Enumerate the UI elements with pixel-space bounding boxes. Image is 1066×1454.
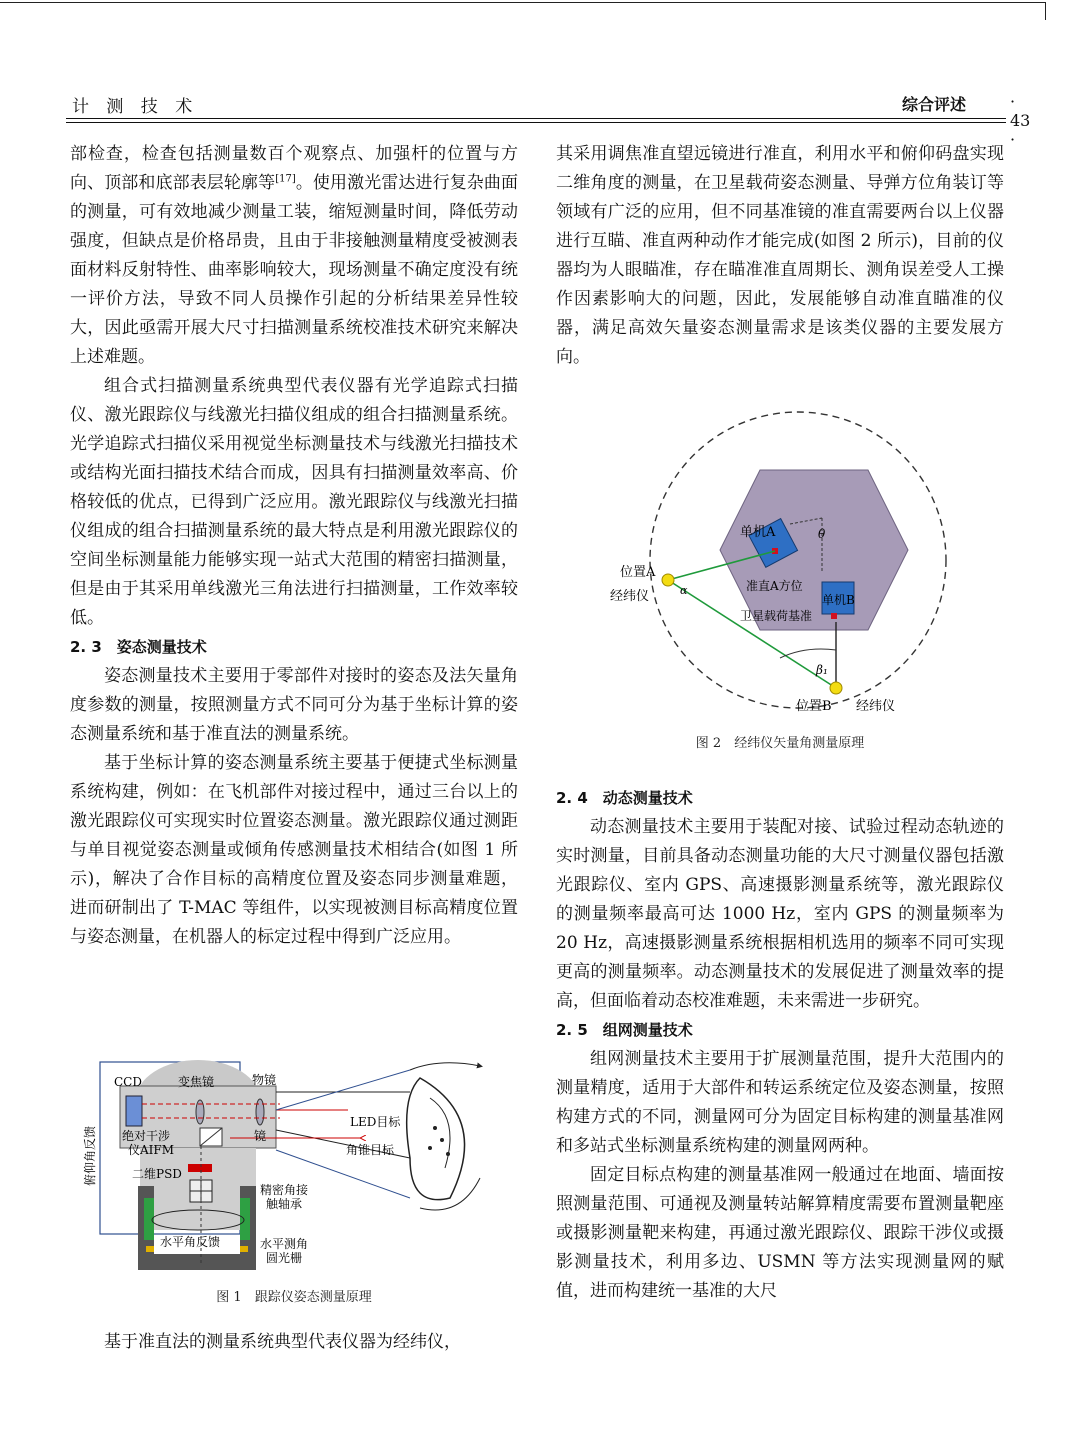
header-rule-thin <box>66 122 1006 123</box>
paragraph: 组网测量技术主要用于扩展测量范围，提升大范围内的测量精度，适用于大部件和转运系统定位及姿态测量，按照构建方式的不同，测量网可分为固定目标构建的测量基准网和多站式坐标测量系统构建的测量网两种。 <box>556 1049 1004 1156</box>
label-collim-a: 准直A方位 <box>746 579 803 593</box>
paragraph: 部检查，检查包括测量数百个观察点、加强杆的位置与方向、顶部和底部表层轮廓等[17]。使用激光雷达进行复杂曲面的测量，可有效地减少测量工装，缩短测量时间，降低劳动强度，但缺点是价格昂贵，且由于非接触测量精度受被测表面材料反射特性、曲率影响较大，现场测量不确定度没有统一评价方法，导致不同人员操作引起的分析结果差异性较大，因此亟需开展大尺寸扫描测量系统校准技术研究来解决上述难题。 <box>70 144 519 367</box>
paragraph: 组合式扫描测量系统典型代表仪器有光学追踪式扫描仪、激光跟踪仪与线激光扫描仪组成的组合扫描测量系统。光学追踪式扫描仪采用视觉坐标测量技术与线激光扫描技术或结构光面扫描技术结合而成，因具有扫描测量效率高、价格较低的优点，已得到广泛应用。激光跟踪仪与线激光扫描仪组成的组合扫描测量系统的最大特点是利用激光跟踪仪的空间坐标测量能力能够实现一站式大范围的精密扫描测量，但是由于其采用单线激光三角法进行扫描测量，工作效率较低。 <box>70 376 518 628</box>
label-theo-a: 经纬仪 <box>610 589 650 604</box>
label-alpha: α <box>680 584 688 597</box>
label-zoom: 变焦镜 <box>178 1075 215 1089</box>
label-theta: θ <box>818 527 826 541</box>
running-header <box>66 92 1031 149</box>
label-interf-1: 绝对干涉 <box>122 1129 171 1143</box>
label-bearing-1: 精密角接 <box>260 1183 309 1197</box>
label-interf-2: 仪AIFM <box>128 1143 175 1157</box>
page-corner-mark <box>0 0 1066 20</box>
left-column <box>70 140 518 952</box>
label-bearing-2: 触轴承 <box>266 1197 303 1211</box>
figure-2-caption: 图 2 经纬仪矢量角测量原理 <box>695 736 865 751</box>
label-grating-1: 水平测角 <box>260 1237 309 1251</box>
right-column-top <box>556 140 1004 372</box>
paragraph: 基于坐标计算的姿态测量系统主要基于便捷式坐标测量系统构建，例如：在飞机部件对接过程中，通过三台以上的激光跟踪仪可实现实时位置姿态测量。激光跟踪仪通过测距与单目视觉姿态测量或倾角传感测量技术相结合(如图 1 所示)，解决了合作目标的高精度位置及姿态同步测量难题，进而研制出了 T-MAC 等组件，以实现被测目标高精度位置与姿态测量，在机器人的标定过程中得到广泛应用。 <box>70 753 518 947</box>
paragraph: 基于准直法的测量系统典型代表仪器为经纬仪， <box>104 1332 461 1352</box>
section-heading: 2. 3 姿态测量技术 <box>70 638 207 656</box>
right-column-bottom <box>556 784 1004 1306</box>
tracker-diagram <box>80 1058 510 1284</box>
label-mirror: 镜 <box>254 1129 267 1143</box>
label-psd: 二维PSD <box>132 1167 182 1181</box>
section-heading: 2. 4 动态测量技术 <box>556 789 693 807</box>
paragraph: 其采用调焦准直望远镜进行准直，利用水平和俯仰码盘实现二维角度的测量，在卫星载荷姿态测量、导弹方位角装订等领域有广泛的应用，但不同基准镜的准直需要两台以上仪器进行互瞄、准直两种动作才能完成(如图 2 所示)，目前的仪器均为人眼瞄准，存在瞄准准直周期长、测角误差受人工操作因素影响大的问题，因此，发展能够自动准直瞄准的仪器，满足高效矢量姿态测量需求是该类仪器的主要发展方向。 <box>556 144 1004 367</box>
label-grating-2: 圆光栅 <box>266 1251 303 1265</box>
figure-2 <box>600 408 960 718</box>
label-ccd: CCD <box>114 1075 142 1089</box>
label-pitch: 俯仰角反馈 <box>83 1125 97 1187</box>
label-pos-a: 位置A <box>620 565 656 580</box>
label-unit-a: 单机A <box>740 525 776 540</box>
figure-1 <box>80 1058 510 1284</box>
paragraph: 姿态测量技术主要用于零部件对接时的姿态及法矢量角度参数的测量，按照测量方式不同可分为基于坐标计算的姿态测量系统和基于准直法的测量系统。 <box>70 666 518 744</box>
theodolite-diagram <box>600 408 960 718</box>
section-name: 综合评述 <box>902 95 967 114</box>
left-column-tail <box>70 1328 518 1357</box>
journal-name: 计 测 技 术 <box>72 97 199 117</box>
paragraph: 固定目标点构建的测量基准网一般通过在地面、墙面按照测量范围、可通视及测量转站解算精度需要布置测量靶座或摄影测量靶来构建，再通过激光跟踪仪、跟踪干涉仪或摄影测量技术，利用多边、USMN 等方法实现测量网的赋值，进而构建统一基准的大尺 <box>556 1165 1004 1301</box>
label-beta: β₁ <box>816 663 828 677</box>
label-h-feedback: 水平角反馈 <box>160 1235 221 1249</box>
label-cube: 角锥目标 <box>346 1143 395 1157</box>
figure-1-caption: 图 1 跟踪仪姿态测量原理 <box>216 1290 372 1305</box>
label-theo-b: 经纬仪 <box>856 699 896 714</box>
citation: [17] <box>275 173 296 185</box>
label-objective: 物镜 <box>252 1073 277 1087</box>
header-rule <box>66 118 1006 119</box>
section-heading: 2. 5 组网测量技术 <box>556 1021 693 1039</box>
label-star-b: 卫星载荷基准 <box>740 609 813 623</box>
paragraph: 动态测量技术主要用于装配对接、试验过程动态轨迹的实时测量，目前具备动态测量功能的大尺寸测量仪器包括激光跟踪仪、室内 GPS、高速摄影测量系统等，激光跟踪仪的测量频率最高可达 1000 Hz，室内 GPS 的测量频率为 20 Hz，高速摄影测量系统根据相机选用的频率不同可实现更高的测量频率。动态测量技术的发展促进了测量效率的提高，但面临着动态校准难题，未来需进一步研究。 <box>556 817 1004 1011</box>
page-number: · 43 · <box>1010 92 1031 149</box>
label-led: LED目标 <box>350 1115 401 1129</box>
label-pos-b: 位置B <box>796 699 832 714</box>
label-unit-b: 单机B <box>822 593 855 607</box>
